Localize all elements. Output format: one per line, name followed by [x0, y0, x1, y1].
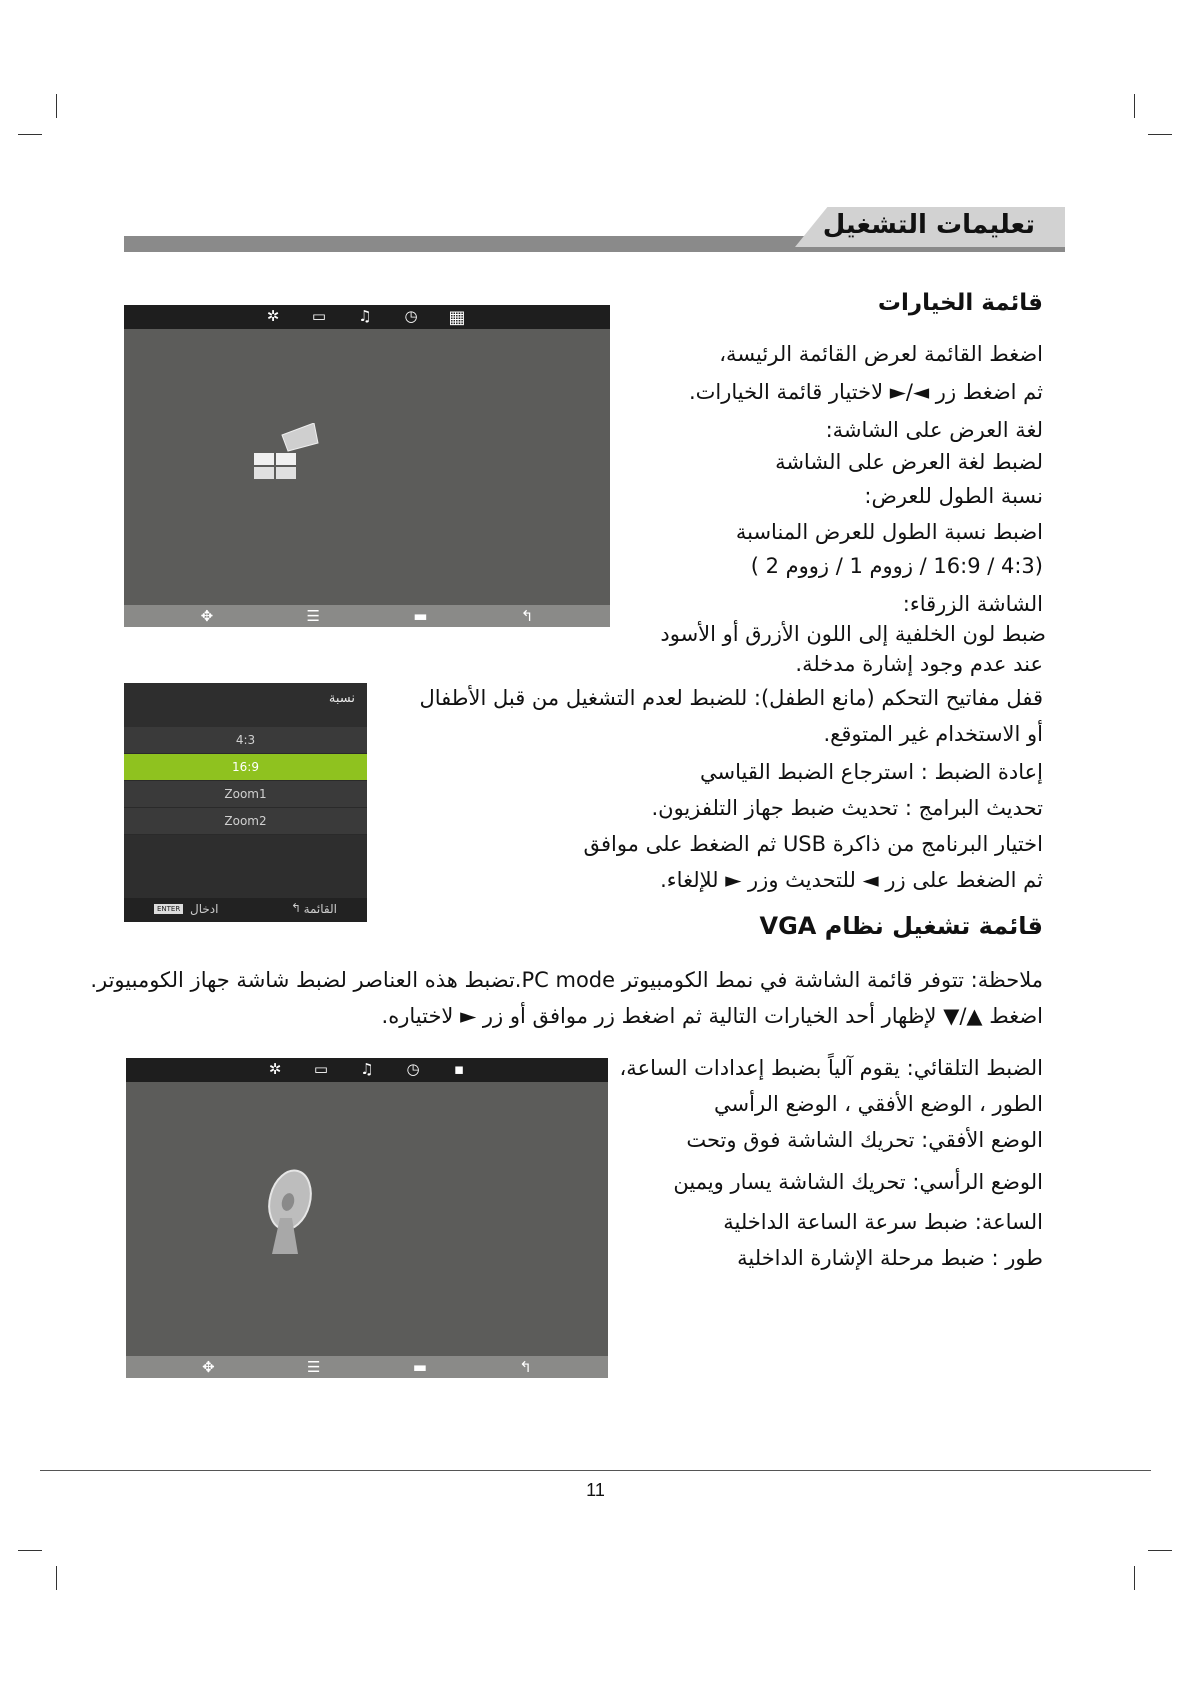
gear-icon: ✲ — [266, 307, 280, 325]
aspect-option-4-3[interactable]: 4:3 — [124, 727, 367, 754]
vga-menu-heading: قائمة تشغيل نظام VGA — [759, 912, 1043, 940]
crop-mark — [56, 94, 57, 118]
vga-note-line: ملاحظة: تتوفر قائمة الشاشة في نمط الكومبيوتر PC mode.تضبط هذه العناصر لضبط شاشة جهاز الكومبيوتر. — [90, 968, 1043, 992]
options-text-line: (4:3 / 16:9 / زووم 1 / زووم 2 ) — [750, 554, 1043, 578]
crop-mark — [18, 1550, 42, 1551]
popup-footer — [124, 898, 367, 922]
vga-text-line: الطور ، الوضع الأفقي ، الوضع الرأسي — [714, 1092, 1043, 1116]
options-text-line: ضبط لون الخلفية إلى اللون الأزرق أو الأسود — [660, 622, 1046, 646]
enter-icon: ▬ — [413, 607, 428, 625]
options-menu-heading: قائمة الخيارات — [877, 290, 1043, 316]
screen-top-bar — [126, 1058, 608, 1082]
popup-title: نسبة — [328, 691, 355, 706]
menu-icon: ☰ — [307, 1358, 321, 1376]
monitor-icon: ▭ — [311, 307, 327, 325]
grid-icon: ▦ — [448, 307, 466, 328]
aspect-option-zoom2[interactable]: Zoom2 — [124, 808, 367, 835]
enter-key-badge: ENTER — [154, 904, 183, 914]
music-icon: ♫ — [358, 307, 372, 325]
options-text-line: تحديث البرامج : تحديث ضبط جهاز التلفزيون. — [651, 796, 1043, 820]
vga-text-line: الوضع الأفقي: تحريك الشاشة فوق وتحت — [686, 1128, 1043, 1152]
screen-bottom-bar — [126, 1356, 608, 1378]
return-icon: ↰ — [290, 901, 301, 915]
move-icon: ✥ — [200, 607, 214, 625]
clock-icon: ◷ — [404, 307, 418, 325]
options-text-line: لغة العرض على الشاشة: — [825, 418, 1043, 442]
vga-note-line: اضغط ▲/▼ لإظهار أحد الخيارات التالية ثم اضغط زر موافق أو زر ► لاختياره. — [381, 1004, 1043, 1028]
options-text-line: اضبط نسبة الطول للعرض المناسبة — [735, 520, 1043, 544]
return-icon: ↰ — [520, 607, 534, 625]
crop-mark — [1148, 134, 1172, 135]
aspect-option-zoom1[interactable]: Zoom1 — [124, 781, 367, 808]
monitor-icon: ▭ — [313, 1060, 329, 1078]
options-text-line: قفل مفاتيح التحكم (مانع الطفل): للضبط لعدم التشغيل من قبل الأطفال — [419, 686, 1043, 710]
options-text-line: عند عدم وجود إشارة مدخلة. — [795, 652, 1043, 676]
move-icon: ✥ — [202, 1358, 215, 1376]
grid-icon: ▪ — [453, 1060, 465, 1078]
vga-text-line: الضبط التلقائي: يقوم آلياً بضبط إعدادات الساعة، — [619, 1056, 1043, 1080]
crop-mark — [1148, 1550, 1172, 1551]
enter-icon: ▬ — [412, 1358, 427, 1376]
vga-text-line: الساعة: ضبط سرعة الساعة الداخلية — [723, 1210, 1043, 1234]
vga-text-line: طور : ضبط مرحلة الإشارة الداخلية — [737, 1246, 1043, 1270]
options-text-line: ثم الضغط على زر ◄ للتحديث وزر ► للإلغاء. — [660, 868, 1043, 892]
options-text-line: اضغط القائمة لعرض القائمة الرئيسة، — [719, 342, 1043, 366]
options-text-line: نسبة الطول للعرض: — [864, 484, 1043, 508]
options-icon — [252, 423, 320, 483]
page-title: تعليمات التشغيل — [822, 210, 1035, 240]
return-icon: ↰ — [519, 1358, 532, 1376]
screen-top-bar — [124, 305, 610, 329]
enter-label: ادخال — [190, 902, 219, 916]
footer-rule — [40, 1470, 1151, 1471]
satellite-dish-icon — [258, 1166, 318, 1256]
options-text-line: ثم اضغط زر ◄/► لاختيار قائمة الخيارات. — [688, 380, 1043, 404]
options-menu-screen — [124, 305, 610, 627]
crop-mark — [56, 1566, 57, 1590]
aspect-option-16-9[interactable]: 16:9 — [124, 754, 367, 781]
menu-icon: ☰ — [306, 607, 320, 625]
music-icon: ♫ — [360, 1060, 374, 1078]
page-number: 11 — [586, 1480, 605, 1500]
screen-bottom-bar — [124, 605, 610, 627]
options-text-line: أو الاستخدام غير المتوقع. — [823, 722, 1043, 746]
options-text-line: الشاشة الزرقاء: — [902, 592, 1043, 616]
vga-menu-screen — [126, 1058, 608, 1378]
menu-label: القائمة — [303, 902, 337, 916]
options-text-line: اختيار البرنامج من ذاكرة USB ثم الضغط على موافق — [583, 832, 1043, 856]
aspect-ratio-popup — [124, 683, 367, 922]
crop-mark — [1134, 94, 1135, 118]
options-text-line: لضبط لغة العرض على الشاشة — [775, 450, 1043, 474]
vga-text-line: الوضع الرأسي: تحريك الشاشة يسار ويمين — [673, 1170, 1043, 1194]
crop-mark — [18, 134, 42, 135]
clock-icon: ◷ — [406, 1060, 420, 1078]
gear-icon: ✲ — [268, 1060, 282, 1078]
crop-mark — [1134, 1566, 1135, 1590]
options-text-line: إعادة الضبط : استرجاع الضبط القياسي — [700, 760, 1043, 784]
